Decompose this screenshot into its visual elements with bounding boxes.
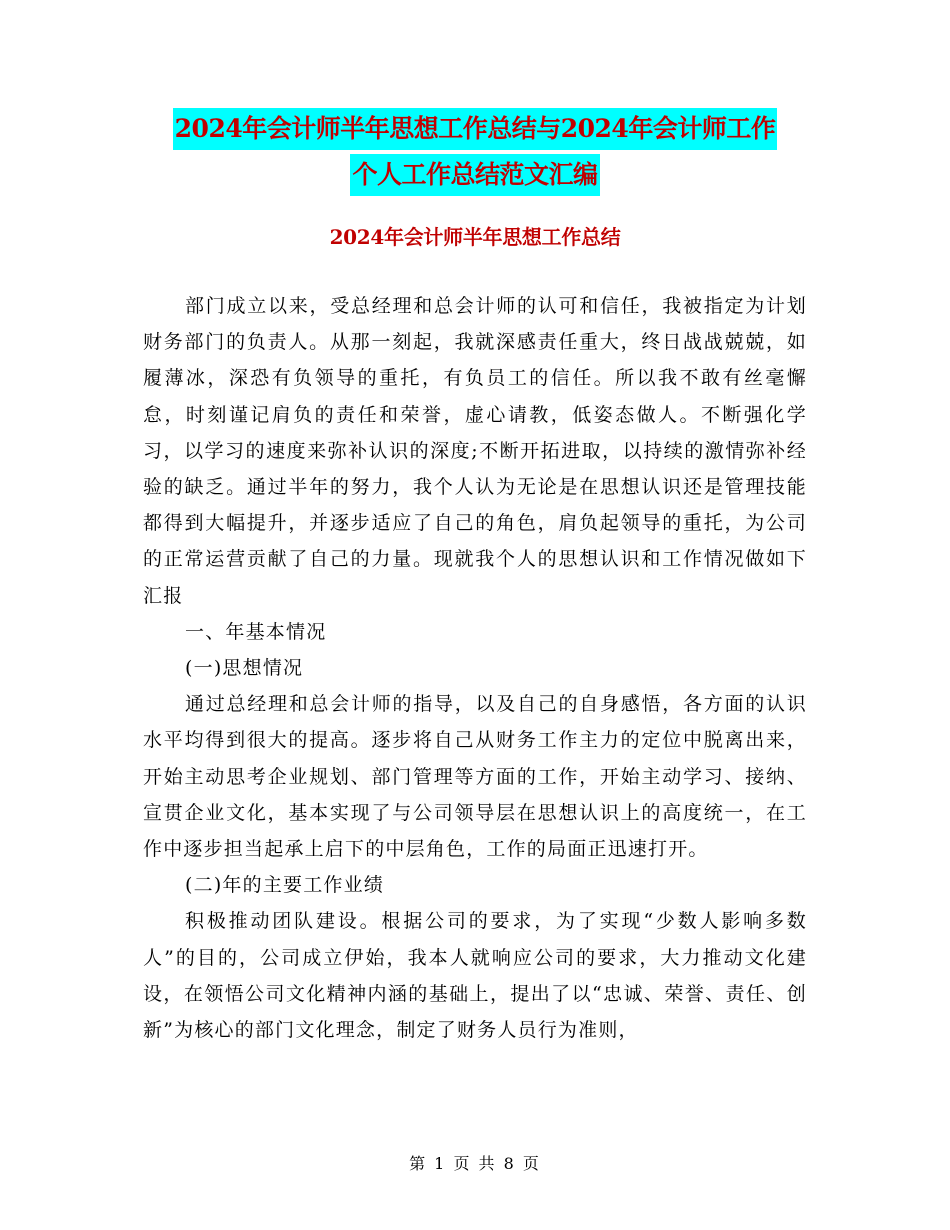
thought-paragraph: 通过总经理和总会计师的指导，以及自己的自身感悟，各方面的认识水平均得到很大的提高。逐步将自己从财务工作主力的定位中脱离出来，开始主动思考企业规划、部门管理等方面的工作，开始主动学习、接纳、宣贯企业文化，基本实现了与公司领导层在思想认识上的高度统一，在工作中逐步担当起承上启下的中层角色，工作的局面正迅速打开。: [143, 693, 807, 861]
title-row-1: [0, 108, 950, 154]
intro-paragraph: 部门成立以来，受总经理和总会计师的认可和信任，我被指定为计划财务部门的负责人。从那一刻起，我就深感责任重大，终日战战兢兢，如履薄冰，深恐有负领导的重托，有负员工的信任。所以我不敢有丝毫懈怠，时刻谨记肩负的责任和荣誉，虚心请教，低姿态做人。不断强化学习，以学习的速度来弥补认识的深度;不断开拓进取，以持续的激情弥补经验的缺乏。通过半年的努力，我个人认为无论是在思想认识还是管理技能都得到大幅提升，并逐步适应了自己的角色，肩负起领导的重托，为公司的正常运营贡献了自己的力量。现就我个人的思想认识和工作情况做如下汇报: [143, 295, 807, 607]
title-line-1: 2024年会计师半年思想工作总结与2024年会计师工作: [173, 108, 778, 150]
achievements-paragraph: 积极推动团队建设。根据公司的要求，为了实现“少数人影响多数人”的目的，公司成立伊始，我本人就响应公司的要求，大力推动文化建设，在领悟公司文化精神内涵的基础上，提出了以“忠诚、荣誉、责任、创新”为核心的部门文化理念，制定了财务人员行为准则，: [143, 910, 807, 1042]
subsection-heading-achievements: (二)年的主要工作业绩: [185, 874, 385, 897]
page-footer: 第 1 页 共 8 页: [409, 1154, 541, 1173]
title-line-2: 个人工作总结范文汇编: [350, 154, 599, 196]
section-heading-basic: 一、年基本情况: [185, 620, 327, 643]
document-title: [0, 108, 950, 200]
subsection-heading-thought: (一)思想情况: [185, 657, 304, 680]
title-row-2: [0, 154, 950, 200]
document-body: [143, 288, 807, 1048]
section-subtitle: 2024年会计师半年思想工作总结: [329, 225, 621, 249]
